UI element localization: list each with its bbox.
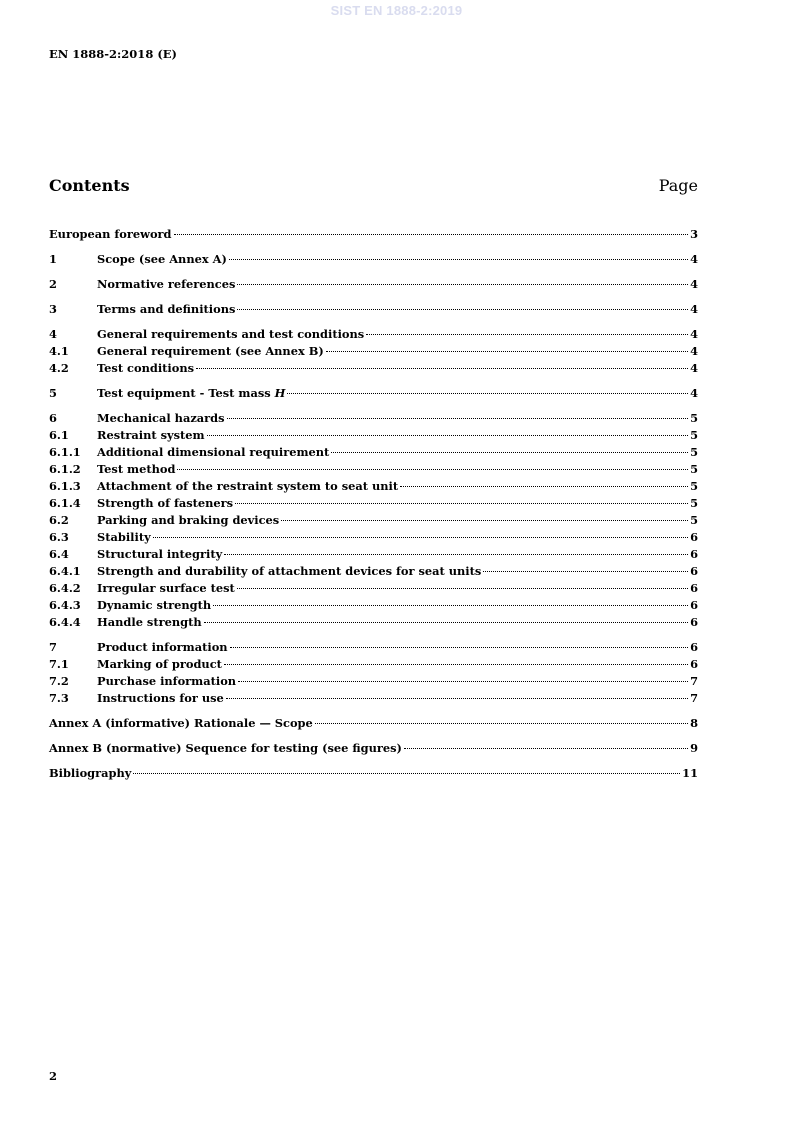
toc-entry-title: Restraint system — [97, 428, 205, 442]
toc-entry-title: Attachment of the restraint system to seat unit — [97, 479, 399, 493]
toc-dot-leader — [153, 537, 688, 538]
toc-entry[interactable] — [49, 656, 698, 673]
toc-dot-leader — [204, 622, 688, 623]
toc-entry-page: 5 — [690, 462, 698, 476]
toc-entry[interactable] — [49, 546, 698, 563]
toc-entry-number: 4 — [49, 327, 57, 341]
toc-dot-leader — [237, 588, 688, 589]
toc-entry-page: 6 — [690, 640, 698, 654]
toc-entry[interactable] — [49, 326, 698, 343]
toc-entry-number: 7 — [49, 640, 57, 654]
toc-dot-leader — [287, 393, 688, 394]
toc-dot-leader — [224, 554, 688, 555]
toc-entry-number: 6.4.2 — [49, 581, 81, 595]
toc-entry[interactable] — [49, 343, 698, 360]
toc-entry-title: Irregular surface test — [97, 581, 235, 595]
toc-entry-number: 4.2 — [49, 361, 69, 375]
toc-entry-page: 6 — [690, 581, 698, 595]
toc-entry-number: 4.1 — [49, 344, 69, 358]
toc-entry[interactable] — [49, 444, 698, 461]
toc-entry-page: 6 — [690, 615, 698, 629]
toc-entry-number: 6.4.1 — [49, 564, 81, 578]
toc-entry[interactable] — [49, 740, 698, 757]
toc-entry-title: Handle strength — [97, 615, 202, 629]
toc-entry-page: 3 — [690, 227, 698, 241]
toc-entry-page: 6 — [690, 547, 698, 561]
toc-entry-number: 6.1.4 — [49, 496, 81, 510]
toc-dot-leader — [226, 698, 688, 699]
watermark: SIST EN 1888-2:2019 — [330, 3, 463, 18]
toc-entry[interactable] — [49, 690, 698, 707]
page-number: 2 — [49, 1069, 58, 1083]
toc-entry-title: Mechanical hazards — [97, 411, 225, 425]
toc-entry[interactable] — [49, 495, 698, 512]
toc-entry[interactable] — [49, 301, 698, 318]
toc-dot-leader — [404, 748, 688, 749]
toc-entry-number: 7.3 — [49, 691, 69, 705]
toc-entry-title: Stability — [97, 530, 151, 544]
toc-entry-number: 5 — [49, 386, 57, 400]
toc-dot-leader — [366, 334, 688, 335]
toc-dot-leader — [196, 368, 688, 369]
toc-entry-title: General requirement (see Annex B) — [97, 344, 324, 358]
toc-entry-page: 5 — [690, 513, 698, 527]
toc-entry[interactable] — [49, 715, 698, 732]
toc-entry-title: Test equipment - Test mass H — [97, 386, 286, 400]
toc-entry-number: 6.1 — [49, 428, 69, 442]
toc-entry[interactable] — [49, 512, 698, 529]
toc-entry[interactable] — [49, 563, 698, 580]
toc-entry-page: 7 — [690, 674, 698, 688]
toc-entry-page: 6 — [690, 564, 698, 578]
toc-entry-title: Annex B (normative) Sequence for testing (see figures) — [49, 741, 402, 755]
toc-entry-page: 5 — [690, 445, 698, 459]
toc-entry-page: 5 — [690, 411, 698, 425]
toc-entry-title: Product information — [97, 640, 228, 654]
page-column-label: Page — [658, 176, 698, 195]
toc-dot-leader — [229, 259, 688, 260]
toc-entry-title: General requirements and test conditions — [97, 327, 365, 341]
toc-dot-leader — [400, 486, 688, 487]
toc-entry[interactable] — [49, 251, 698, 268]
toc-dot-leader — [326, 351, 688, 352]
toc-entry[interactable] — [49, 385, 698, 402]
toc-entry-title: Parking and braking devices — [97, 513, 280, 527]
toc-entry-page: 6 — [690, 657, 698, 671]
toc-entry[interactable] — [49, 673, 698, 690]
document-id: EN 1888-2:2018 (E) — [49, 47, 177, 61]
toc-entry-number: 6.2 — [49, 513, 69, 527]
toc-entry-number: 3 — [49, 302, 57, 316]
toc-entry-page: 4 — [690, 302, 698, 316]
toc-entry-number: 6.4.3 — [49, 598, 81, 612]
toc-entry[interactable] — [49, 614, 698, 631]
toc-entry-page: 6 — [690, 598, 698, 612]
toc-entry-title: Annex A (informative) Rationale — Scope — [49, 716, 313, 730]
toc-entry-number: 2 — [49, 277, 57, 291]
toc-entry-page: 5 — [690, 428, 698, 442]
toc-entry-title: Terms and definitions — [97, 302, 236, 316]
toc-entry-page: 4 — [690, 361, 698, 375]
toc-entry[interactable] — [49, 276, 698, 293]
toc-entry-title: Scope (see Annex A) — [97, 252, 227, 266]
toc-entry-page: 4 — [690, 252, 698, 266]
toc-entry-title: Test conditions — [97, 361, 195, 375]
toc-entry-title: Normative references — [97, 277, 236, 291]
toc-entry-number: 6 — [49, 411, 57, 425]
toc-entry[interactable] — [49, 529, 698, 546]
toc-entry-page: 11 — [682, 766, 698, 780]
toc-entry-title: Strength of fasteners — [97, 496, 234, 510]
toc-entry-page: 4 — [690, 386, 698, 400]
toc-dot-leader — [213, 605, 688, 606]
toc-entry-page: 5 — [690, 496, 698, 510]
toc-entry[interactable] — [49, 461, 698, 478]
toc-entry-page: 9 — [690, 741, 698, 755]
toc-entry[interactable] — [49, 597, 698, 614]
toc-entry[interactable] — [49, 226, 698, 243]
toc-dot-leader — [238, 681, 688, 682]
toc-entry-number: 6.1.1 — [49, 445, 81, 459]
toc-entry-number: 1 — [49, 252, 57, 266]
toc-entry-title: Bibliography — [49, 766, 132, 780]
toc-dot-leader — [224, 664, 688, 665]
toc-entry[interactable] — [49, 360, 698, 377]
toc-entry-page: 7 — [690, 691, 698, 705]
toc-dot-leader — [235, 503, 688, 504]
toc-dot-leader — [207, 435, 688, 436]
toc-entry[interactable] — [49, 427, 698, 444]
toc-entry-number: 6.3 — [49, 530, 69, 544]
toc-entry[interactable] — [49, 478, 698, 495]
toc-entry-title: Dynamic strength — [97, 598, 212, 612]
toc-dot-leader — [237, 284, 688, 285]
toc-entry-title: Purchase information — [97, 674, 237, 688]
toc-entry[interactable] — [49, 765, 698, 782]
toc-entry[interactable] — [49, 580, 698, 597]
toc-dot-leader — [281, 520, 688, 521]
toc-entry-page: 6 — [690, 530, 698, 544]
toc-entry[interactable] — [49, 639, 698, 656]
toc-entry-number: 7.2 — [49, 674, 69, 688]
toc-entry-title: Structural integrity — [97, 547, 223, 561]
toc-dot-leader — [133, 773, 680, 774]
toc-dot-leader — [177, 469, 688, 470]
table-of-contents — [49, 226, 698, 782]
toc-entry-title: Test method — [97, 462, 176, 476]
contents-heading: Contents — [49, 176, 130, 195]
toc-dot-leader — [174, 234, 689, 235]
toc-dot-leader — [331, 452, 688, 453]
toc-entry-page: 8 — [690, 716, 698, 730]
toc-entry-title: Instructions for use — [97, 691, 224, 705]
toc-entry-number: 6.4 — [49, 547, 69, 561]
toc-entry-number: 7.1 — [49, 657, 69, 671]
toc-entry-number: 6.1.2 — [49, 462, 81, 476]
toc-dot-leader — [483, 571, 688, 572]
toc-entry-page: 4 — [690, 277, 698, 291]
toc-entry-title: Additional dimensional requirement — [97, 445, 330, 459]
toc-dot-leader — [227, 418, 689, 419]
toc-entry[interactable] — [49, 410, 698, 427]
toc-dot-leader — [237, 309, 688, 310]
toc-entry-page: 4 — [690, 344, 698, 358]
toc-entry-number: 6.1.3 — [49, 479, 81, 493]
toc-entry-title: European foreword — [49, 227, 172, 241]
toc-entry-page: 4 — [690, 327, 698, 341]
toc-entry-page: 5 — [690, 479, 698, 493]
toc-dot-leader — [315, 723, 688, 724]
toc-dot-leader — [230, 647, 688, 648]
toc-entry-number: 6.4.4 — [49, 615, 81, 629]
toc-entry-title: Strength and durability of attachment devices for seat units — [97, 564, 482, 578]
toc-entry-title: Marking of product — [97, 657, 222, 671]
